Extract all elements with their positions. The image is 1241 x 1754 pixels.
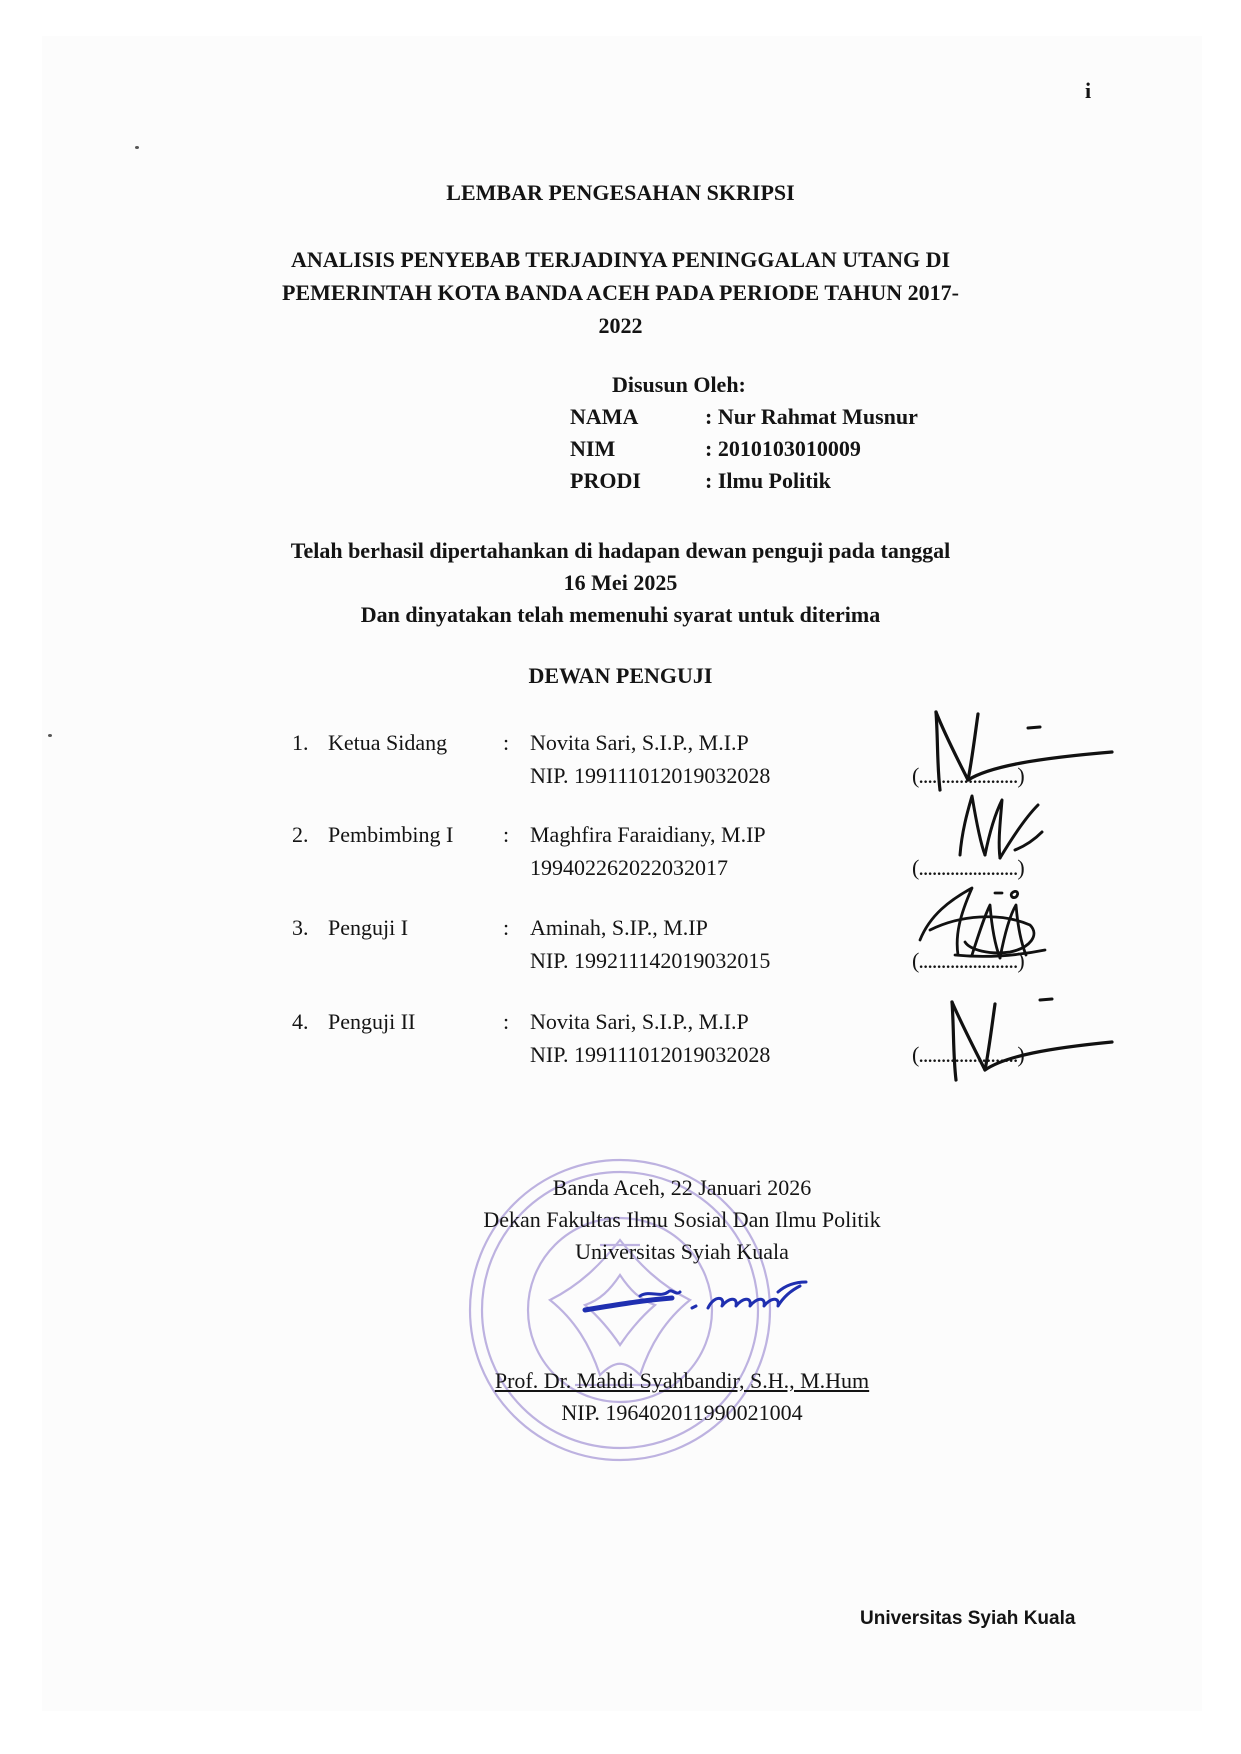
examiner-nip: NIP. 199111012019032028 <box>530 763 771 788</box>
defense-line: Dan dinyatakan telah memenuhi syarat untuk diterima <box>360 602 881 627</box>
page-number: i <box>1085 78 1092 103</box>
board-title: DEWAN PENGUJI <box>528 663 713 688</box>
examiner-name: Novita Sari, S.I.P., M.I.P <box>530 730 749 755</box>
examiner-name: Aminah, S.IP., M.IP <box>530 915 708 940</box>
author-row-label: NAMA <box>570 404 639 429</box>
scan-speck <box>135 146 139 149</box>
examiner-number: 2. <box>292 822 309 847</box>
examiner-role: Penguji I <box>328 915 409 940</box>
examiner-colon: : <box>503 915 510 940</box>
examiner-colon: : <box>503 730 510 755</box>
approval-institution: Universitas Syiah Kuala <box>575 1239 789 1264</box>
page-heading: LEMBAR PENGESAHAN SKRIPSI <box>446 180 795 205</box>
examiner-role: Pembimbing I <box>328 822 454 847</box>
examiner-nip: NIP. 199111012019032028 <box>530 1042 771 1067</box>
signer-nip: NIP. 196402011990021004 <box>561 1400 803 1425</box>
defense-statement <box>0 535 1241 631</box>
author-row-value: : 2010103010009 <box>705 436 861 461</box>
examiner-role: Ketua Sidang <box>328 730 448 755</box>
examiner-colon: : <box>503 1009 510 1034</box>
signature-line: (......................) <box>912 855 1024 880</box>
thesis-title <box>0 243 1241 342</box>
signature-line: (......................) <box>912 763 1024 788</box>
approval-block <box>0 1172 1241 1268</box>
author-row-label: PRODI <box>570 468 641 493</box>
signature-line: (......................) <box>912 1042 1024 1067</box>
author-label: Disusun Oleh: <box>612 372 746 397</box>
thesis-title-line: PEMERINTAH KOTA BANDA ACEH PADA PERIODE TAHUN 2017- <box>282 280 959 305</box>
examiner-name: Maghfira Faraidiany, M.IP <box>530 822 766 847</box>
thesis-title-line: 2022 <box>598 313 643 338</box>
examiner-nip: NIP. 199211142019032015 <box>530 948 771 973</box>
approval-position: Dekan Fakultas Ilmu Sosial Dan Ilmu Politik <box>483 1207 881 1232</box>
signer-name: Prof. Dr. Mahdi Syahbandir, S.H., M.Hum <box>494 1368 870 1393</box>
examiner-number: 4. <box>292 1009 309 1034</box>
signature-line: (......................) <box>912 948 1024 973</box>
defense-line: Telah berhasil dipertahankan di hadapan dewan penguji pada tanggal <box>290 538 951 563</box>
examiner-number: 3. <box>292 915 309 940</box>
thesis-title-line: ANALISIS PENYEBAB TERJADINYA PENINGGALAN UTANG DI <box>290 247 951 272</box>
author-row-label: NIM <box>570 436 616 461</box>
approval-place-date: Banda Aceh, 22 Januari 2026 <box>552 1175 812 1200</box>
author-row-value: : Nur Rahmat Musnur <box>705 404 918 429</box>
examiner-name: Novita Sari, S.I.P., M.I.P <box>530 1009 749 1034</box>
page-footer: Universitas Syiah Kuala <box>860 1608 1076 1629</box>
examiner-role: Penguji II <box>328 1009 416 1034</box>
dean-signer <box>0 1365 1241 1429</box>
examiner-colon: : <box>503 822 510 847</box>
examiner-number: 1. <box>292 730 309 755</box>
author-row-value: : Ilmu Politik <box>705 468 831 493</box>
defense-date: 16 Mei 2025 <box>563 570 678 595</box>
scan-speck <box>48 734 52 737</box>
examiner-nip: 199402262022032017 <box>530 855 728 880</box>
